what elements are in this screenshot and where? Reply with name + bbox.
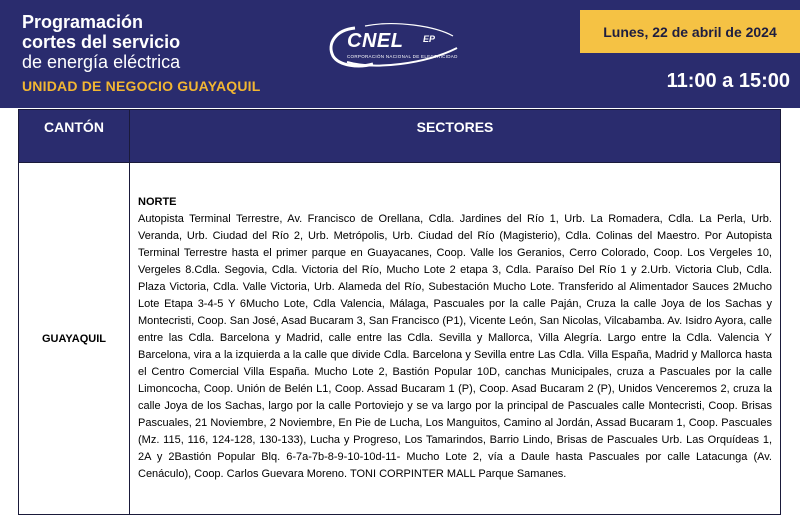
table-row xyxy=(19,163,781,515)
sectors-text: Autopista Terminal Terrestre, Av. Francisco de Orellana, Cdla. Jardines del Río 1, Urb. La Romadera, Cdla. La Perla, Urb. Veranda, Urb. Ciudad del Río 2, Urb. Metrópolis, Urb. Ciudad del Río (Magisterio), Cdla. Colinas del Maestro. Por Autopista Terminal Terrestre hasta el primer parque en Guayacanes, Coop. Valle los Geranios, Cerro Colorado, Coop. Los Vergeles 10, Vergeles 8.Cdla. Segovia, Cdla. Victoria del Río, Mucho Lote 2 etapa 3, Cdla. Paraíso Del Río 1 y 2.Urb. Victoria Club, Cdla. Plaza Victoria, Cdla. Valle Victoria, Urb. Alameda del Río, Subestación Mucho Lote. Transferido al Alimentador Sauces 2Mucho Lote Etapa 3-4-5 Y 6Mucho Lote, Cdla Valencia, Málaga, Pascuales por la calle Paján, Cruza la calle Joya de los Sachas y Montecristi, Coop. San José, Asad Bucaram 3, San Francisco (P1), Vicente León, San Nicolas, Vilcabamba. Av. Isidro Ayora, calle entre las Cdla. Barcelona y Madrid, calle entre las Cdla. Sevilla y Mallorca, Villa Alegría. Largo entre la Cdla. Valencia Y Barcelona, vira a la izquierda a la calle que divide Cdla. Barcelona y Sevilla entre Las Cdla. Villa España, Madrid y Mallorca hasta el Centro Comercial Villa España. Mucho Lote 2, Bastión Popular 10D, canchas Municipales, cruza a Pascuales por la calle Limoncocha, Coop. Unión de Belén L1, Coop. Assad Bucaram 1 (P), Coop. Asad Bucaram 2 (P), Unidos Venceremos 2, cruza la calle Joya de los Sachas, largo por la calle Portoviejo y se va largo por la principal de Pascuales calle Montecristi, Coop. Brisas Pascuales, 21 Noviembre, 2 Noviembre, En Pie de Lucha, Los Manguitos, Camino al Jordán, Assad Bucaram 1, Coop. Pascuales (Mz. 115, 116, 124-128, 130-133), Lucha y Progreso, Los Tamarindos, Barrio Lindo, Brisas de Pascuales Urb. Las Orquídeas 1, 2A y 2Bastión Popular Blq. 6-7a-7b-8-9-10-10d-11- Mucho Lote 2, vía a Daule hasta Pascuales por calle Latacunga (Av. Cenáculo), Coop. Carlos Guevara Moreno. TONI CORPINTER MALL Parque Samanes. xyxy=(138,213,772,480)
column-header-canton: CANTÓN xyxy=(19,110,130,163)
page-title xyxy=(22,12,180,72)
title-line-1: Programación xyxy=(22,12,144,32)
business-unit-label: UNIDAD DE NEGOCIO GUAYAQUIL xyxy=(22,78,261,94)
zone-label: NORTE xyxy=(138,196,177,208)
cnel-logo xyxy=(325,22,470,70)
header-banner xyxy=(0,0,800,108)
canton-cell: GUAYAQUIL xyxy=(19,163,130,515)
logo-suffix: EP xyxy=(423,34,436,44)
logo-wordmark: CNEL xyxy=(347,30,404,52)
column-header-sectors: SECTORES xyxy=(130,110,781,163)
outage-table xyxy=(18,109,781,515)
title-line-3: de energía eléctrica xyxy=(22,52,181,72)
date-badge xyxy=(580,10,800,53)
sectors-cell xyxy=(130,163,781,515)
logo-subtitle: CORPORACIÓN NACIONAL DE ELECTRICIDAD xyxy=(347,54,458,59)
table-header-row xyxy=(19,110,781,163)
title-line-2: cortes del servicio xyxy=(22,32,181,52)
date-text: Lunes, 22 de abril de 2024 xyxy=(603,23,777,40)
time-range: 11:00 a 15:00 xyxy=(666,70,790,92)
